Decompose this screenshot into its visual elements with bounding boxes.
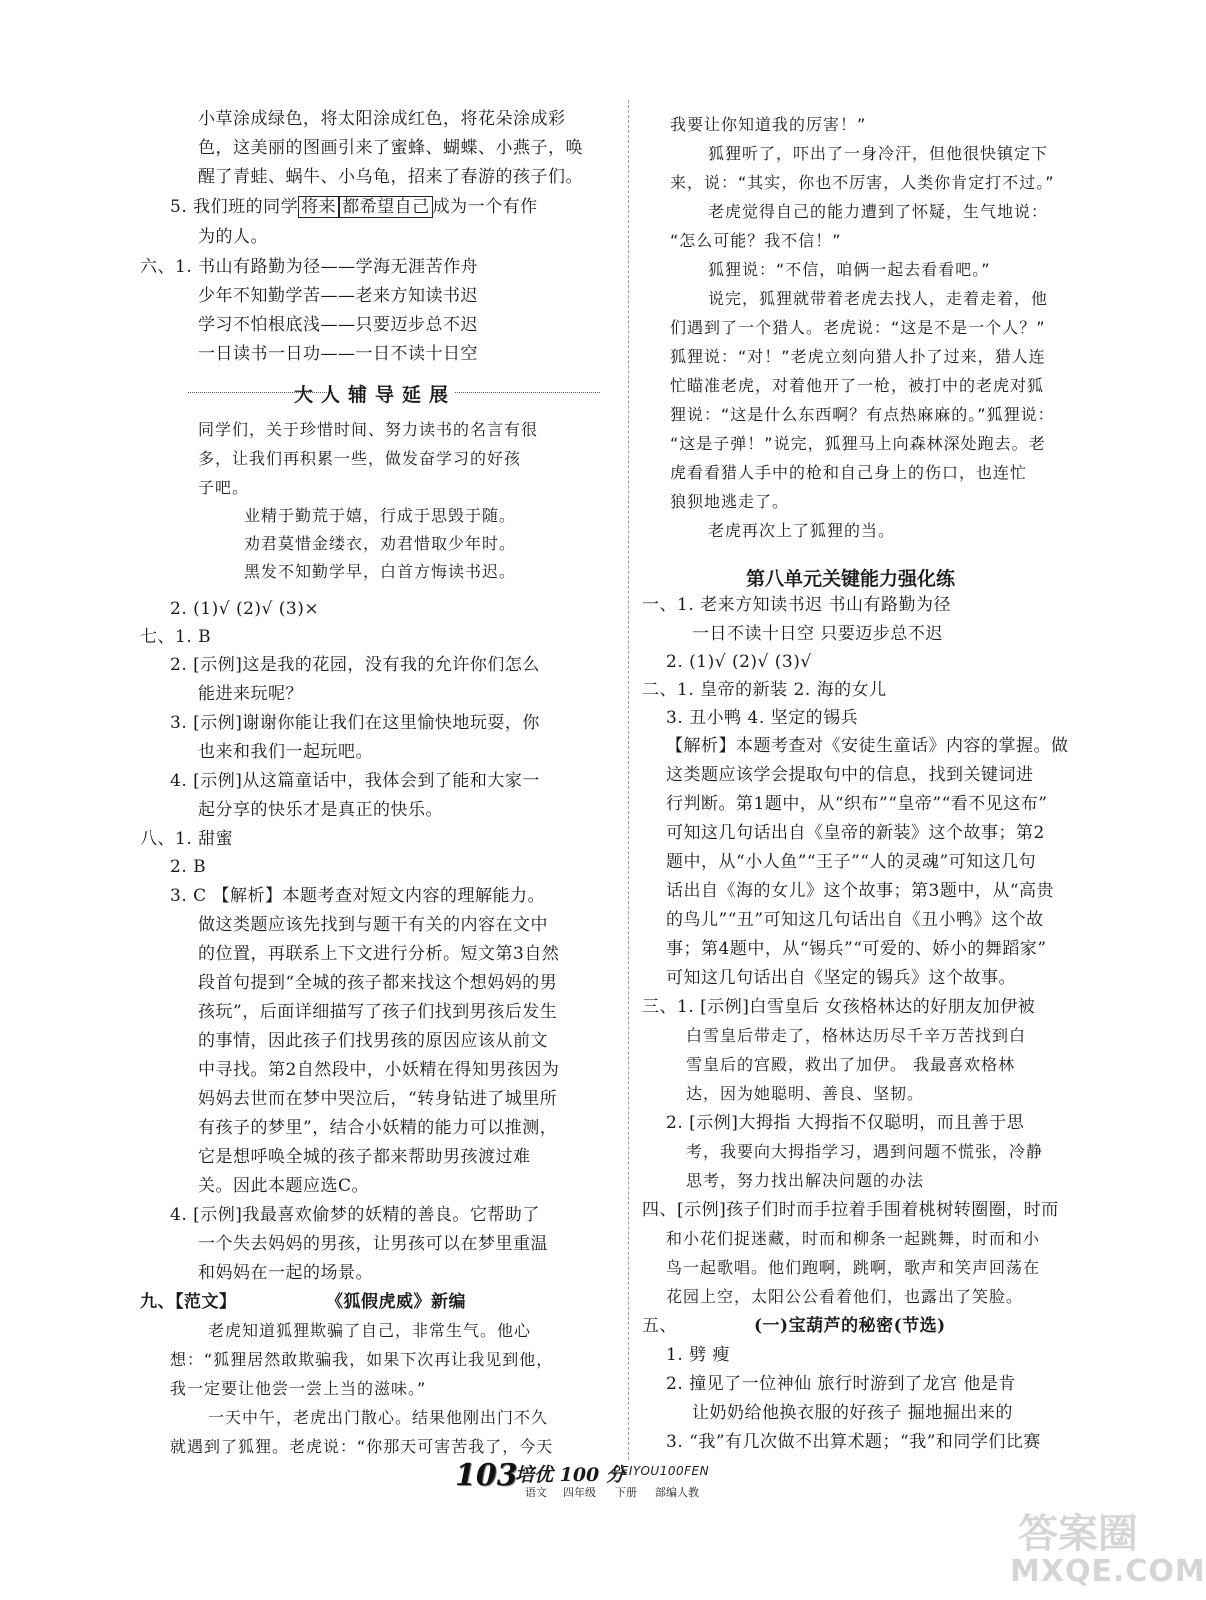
section-8-line: 段首句提到“全城的孩子都来找这个想妈妈的男 [198,973,558,993]
unit-answer-5-head: 五、 [642,1316,677,1336]
section-6-answer-2: 2. (1)√ (2)√ (3)× [170,599,320,619]
grade-label: 四年级 [563,1486,596,1499]
answer-5-suffix: 成为一个有作 [432,197,538,217]
section-6-line: 学习不怕根底浅——只要迈步总不迟 [198,315,478,335]
section-8-line: 3. C 【解析】本题考查对短文内容的理解能力。 [170,886,546,906]
guide-text: 同学们，关于珍惜时间、努力读书的名言有很 [198,420,539,439]
essay-line: 想：“狐狸居然敢欺骗我，如果下次再让我见到他， [170,1350,554,1369]
subject-label: 语文 [525,1486,547,1499]
unit-answer-2: 事；第4题中，从“锡兵”“可爱的、娇小的舞蹈家” [666,939,1047,959]
section-8-line: 中寻找。第2自然段中，小妖精在得知男孩因为 [198,1060,560,1080]
section-8-line: 做这类题应该先找到与题干有关的内容在文中 [198,915,548,935]
unit-answer-2: 题中，从“小人鱼”“王子”“人的灵魂”可知这几句 [666,852,1037,872]
unit-answer-1: 一、1. 老来方知读书迟 书山有路勤为径 [642,595,952,615]
essay-title: 《狐假虎威》新编 [326,1292,466,1312]
essay-line: 虎看看猎人手中的枪和自己身上的伤口，也连忙 [670,463,1028,482]
unit-answer-4: 花园上空，太阳公公看着他们，也露出了笑脸。 [666,1287,1024,1306]
text-line: 色，这美丽的图画引来了蜜蜂、蝴蝶、小燕子，唤 [198,138,583,158]
answer-5-prefix: 5. 我们班的同学 [170,197,299,217]
section-8-line: 的位置，再联系上下文进行分析。短文第3自然 [198,944,560,964]
section-8-line: 2. B [170,857,207,877]
essay-line: 老虎再次上了狐狸的当。 [708,521,896,540]
guide-text: 子吧。 [198,478,250,497]
section-9-head: 九、【范文】 [140,1292,237,1312]
essay-line: 们遇到了一个猎人。老虎说：“这是不是一个人？” [670,318,1046,337]
unit-answer-2: 【解析】本题考查对《安徒生童话》内容的掌握。做 [666,736,1069,756]
poem-line: 劝君莫惜金缕衣，劝君惜取少年时。 [244,534,517,553]
text-line: 醒了青蛙、蜗牛、小乌龟，招来了春游的孩子们。 [198,167,583,187]
essay-line: 狐狸说：“不信，咱俩一起去看看吧。” [708,260,991,279]
unit-title: 第八单元关键能力强化练 [746,568,956,590]
essay-line: “这是子弹！”说完，狐狸马上向森林深处跑去。老 [670,434,1046,453]
essay-line: 就遇到了狐狸。老虎说：“你那天可害苦我了，今天 [170,1437,554,1456]
section-7-line: 3. [示例]谢谢你能让我们在这里愉快地玩耍，你 [170,713,540,733]
unit-answer-5: 让奶奶给他换衣服的好孩子 掘地掘出来的 [692,1403,1013,1423]
section-6-line: 少年不知勤学苦——老来方知读书迟 [198,286,478,306]
unit-answer-2: 行判断。第1题中，从“织布”“皇帝”“看不见这布” [666,794,1048,814]
section-8-line: 一个失去妈妈的男孩，让男孩可以在梦里重温 [198,1234,548,1254]
unit-answer-2: 可知这几句话出自《皇帝的新装》这个故事；第2 [666,823,1045,843]
section-7-line: 能进来玩呢？ [198,684,303,704]
essay-line: 说完，狐狸就带着老虎去找人，走着走着，他 [708,289,1049,308]
essay-line: 忙瞄准老虎，对着他开了一枪，被打中的老虎对狐 [670,376,1045,395]
essay-line: “怎么可能？我不信！” [670,231,842,250]
section-8-line: 八、1. 甜蜜 [140,829,234,849]
unit-answer-3: 思考，努力找出解决问题的办法 [686,1171,925,1190]
section-7-line: 4. [示例]从这篇童话中，我体会到了能和大家一 [170,771,540,791]
unit-answer-4: 鸟一起歌唱。他们跑啊，跳啊，歌声和笑声回荡在 [666,1258,1041,1277]
unit-answer-3: 考，我要向大拇指学习，遇到问题不慌张，冷静 [686,1142,1044,1161]
boxed-word: 将来 [298,196,339,218]
unit-answer-1: 一日不读十日空 只要迈步总不迟 [692,624,943,644]
boxed-word: 都希望自己 [339,196,433,218]
guide-section-title [140,380,610,407]
unit-answer-4: 和小花们捉迷藏，时而和柳条一起跳舞，时而和小 [666,1229,1041,1248]
unit-answer-1: 2. (1)√ (2)√ (3)√ [666,652,812,672]
volume-label: 下册 [615,1486,637,1499]
essay-line: 我要让你知道我的厉害！” [670,115,867,134]
unit-answer-4: 四、[示例]孩子们时而手拉着手围着桃树转圈圈，时而 [642,1200,1059,1220]
page-footer [455,1458,785,1498]
column-divider [628,100,629,1460]
section-6-line: 一日读书一日功——一日不读十日空 [198,344,478,364]
essay-line: 老虎知道狐狸欺骗了自己，非常生气。他心 [208,1321,532,1340]
unit-answer-2: 这类题应该学会提取句中的信息，找到关键词进 [666,765,1034,785]
section-7-line: 2. [示例]这是我的花园，没有我的允许你们怎么 [170,655,540,675]
watermark-cn: 答案圈 [1018,1511,1138,1557]
section-7-line: 七、1. B [140,627,212,647]
section-8-line: 关。因此本题应选C。 [198,1176,370,1196]
section-8-line: 的事情，因此孩子们找男孩的原因应该从前文 [198,1031,548,1051]
guide-title-text: 大人辅导延展 [293,384,456,406]
essay-line: 我一定要让他尝一尝上当的滋味。” [170,1379,427,1398]
watermark-en: MXQE.COM [1010,1554,1206,1589]
unit-answer-3: 2. [示例]大拇指 大拇指不仅聪明，而且善于思 [666,1113,1025,1133]
section-6-line: 六、1. 书山有路勤为径——学海无涯苦作舟 [140,257,479,277]
unit-answer-3: 达，因为她聪明、善良、坚韧。 [686,1084,925,1103]
section-8-line: 孩玩”，后面详细描写了孩子们找到男孩后发生 [198,1002,558,1022]
section-8-line: 它是想呼唤全城的孩子都来帮助男孩渡过难 [198,1147,531,1167]
unit-answer-2: 话出自《海的女儿》这个故事；第3题中，从“高贵 [666,881,1055,901]
unit-answer-2: 3. 丑小鸭 4. 坚定的锡兵 [666,708,859,728]
essay-line: 老虎觉得自己的能力遭到了怀疑，生气地说： [708,202,1049,221]
brand-name: 培优 100 分 [515,1464,625,1486]
watermark-logo [1010,1502,1206,1594]
edition-label: 部编人教 [655,1486,699,1499]
essay-line: 来，说：“其实，你也不厉害，人类你肯定打不过。” [670,173,1055,192]
unit-answer-2: 可知这几句话出自《坚定的锡兵》这个故事。 [666,968,1016,988]
page-number: 103 [455,1458,518,1493]
text-line: 为的人。 [198,227,268,247]
section-7-line: 也来和我们一起玩吧。 [198,742,373,762]
unit-answer-5: 2. 撞见了一位神仙 旅行时游到了龙宫 他是肯 [666,1374,1016,1394]
unit-answer-2: 的鸟儿”“丑”可知这几句话出自《丑小鸭》这个故 [666,910,1044,930]
text-line: 小草涂成绿色，将太阳涂成红色，将花朵涂成彩 [198,109,566,129]
section-7-line: 起分享的快乐才是真正的快乐。 [198,800,443,820]
poem-line: 业精于勤荒于嬉，行成于思毁于随。 [244,506,517,525]
section-8-line: 和妈妈在一起的场景。 [198,1263,373,1283]
unit-answer-5-title: (一)宝葫芦的秘密(节选) [754,1316,946,1336]
unit-answer-3: 雪皇后的宫殿，救出了加伊。 我最喜欢格林 [686,1055,1016,1074]
essay-line: 一天中午，老虎出门散心。结果他刚出门不久 [208,1408,549,1427]
section-8-line: 有孩子的梦里”，结合小妖精的能力可以推测， [198,1118,558,1138]
answer-5 [170,196,538,218]
unit-answer-3: 三、1. [示例]白雪皇后 女孩格林达的好朋友加伊被 [642,997,1036,1017]
brand-name-en: PEIYOU100FEN [613,1464,710,1478]
guide-text: 多，让我们再积累一些，做发奋学习的好孩 [198,449,522,468]
unit-answer-5: 3. “我”有几次做不出算术题；“我”和同学们比赛 [666,1432,1041,1452]
section-8-line: 4. [示例]我最喜欢偷梦的妖精的善良。它帮助了 [170,1205,540,1225]
essay-line: 狐狸听了，吓出了一身冷汗，但他很快镇定下 [708,144,1049,163]
essay-line: 狸说：“这是什么东西啊？有点热麻麻的。”狐狸说： [670,405,1055,424]
unit-answer-2: 二、1. 皇帝的新装 2. 海的女儿 [642,680,887,700]
essay-line: 狼狈地逃走了。 [670,492,790,511]
essay-line: 狐狸说：“对！”老虎立刻向猎人扑了过来，猎人连 [670,347,1046,366]
poem-line: 黑发不知勤学早，白首方悔读书迟。 [244,562,517,581]
unit-answer-5: 1. 劈 瘦 [666,1345,731,1365]
unit-answer-3: 白雪皇后带走了，格林达历尽千辛万苦找到白 [686,1026,1027,1045]
section-8-line: 妈妈去世而在梦中哭泣后，“转身钻进了城里所 [198,1089,558,1109]
